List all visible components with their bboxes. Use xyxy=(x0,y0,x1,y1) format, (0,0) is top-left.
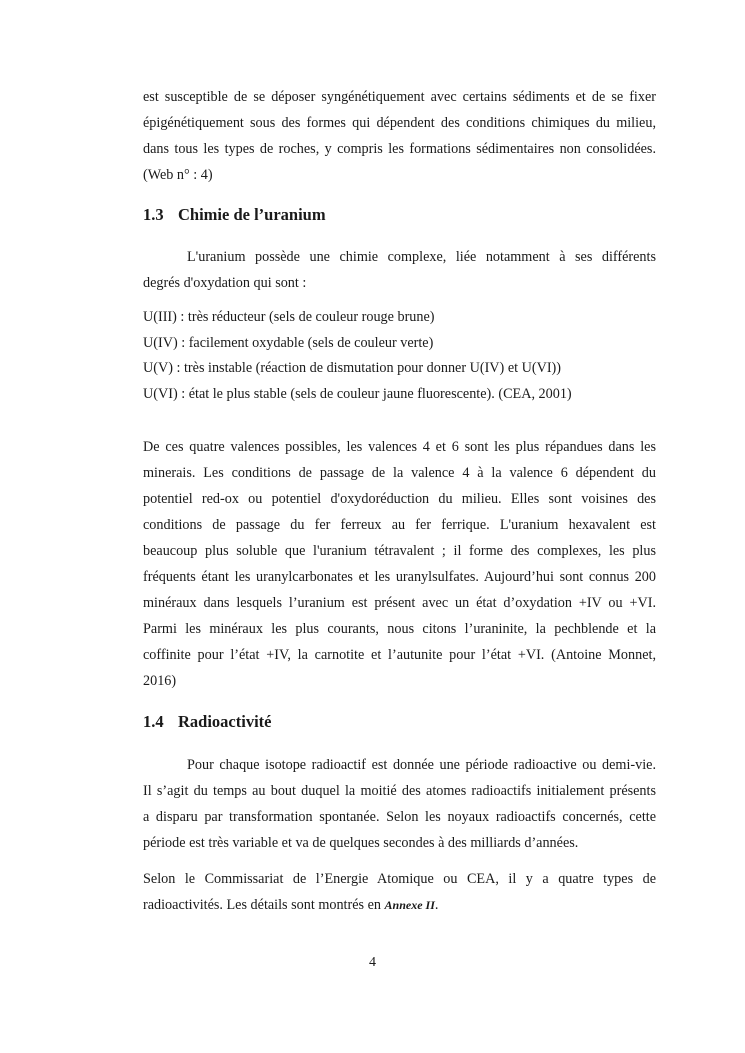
page-body xyxy=(143,84,656,918)
text-line: beaucoup plus soluble que l'uranium tétravalent ; il forme des complexes, les plus xyxy=(143,543,656,559)
text-fragment: . xyxy=(434,897,439,913)
text-line: De ces quatre valences possibles, les valences 4 et 6 sont les plus répandues dans les xyxy=(143,439,656,455)
section-title: Chimie de l’uranium xyxy=(178,205,326,224)
paragraph-valences xyxy=(143,434,656,694)
text-line: degrés d'oxydation qui sont : xyxy=(143,275,307,291)
text-line: (Web n° : 4) xyxy=(143,167,213,183)
oxidation-states-list xyxy=(143,305,656,407)
section-title: Radioactivité xyxy=(178,712,272,731)
list-item: U(VI) : état le plus stable (sels de couleur jaune fluorescente). (CEA, 2001) xyxy=(143,385,572,402)
text-line: Il s’agit du temps au bout duquel la moitié des atomes radioactifs initialement présents xyxy=(143,783,656,799)
text-line: épigénétiquement sous des formes qui dépendent des conditions chimiques du milieu, xyxy=(143,115,656,131)
text-line: Pour chaque isotope radioactif est donnée une période radioactive ou demi-vie. xyxy=(187,757,656,773)
list-item: U(IV) : facilement oxydable (sels de couleur verte) xyxy=(143,334,434,351)
text-line: a disparu par transformation spontanée. Selon les noyaux radioactifs concernés, cette xyxy=(143,809,656,825)
paragraph-intro xyxy=(143,84,656,188)
paragraph-radioactivity xyxy=(143,752,656,856)
list-item: U(V) : très instable (réaction de dismutation pour donner U(IV) et U(VI)) xyxy=(143,360,562,376)
list-item: U(III) : très réducteur (sels de couleur rouge brune) xyxy=(143,309,435,325)
annex-reference: Annexe II xyxy=(384,898,435,912)
section-heading-1-3 xyxy=(143,204,656,226)
text-line: Selon le Commissariat de l’Energie Atomique ou CEA, il y a quatre types de xyxy=(143,871,656,887)
text-line xyxy=(143,892,656,918)
text-fragment: radioactivités. Les détails sont montrés en xyxy=(143,897,381,913)
text-line: est susceptible de se déposer syngénétiquement avec certains sédiments et de se fixer xyxy=(143,89,656,105)
text-line: minerais. Les conditions de passage de la valence 4 à la valence 6 dépendent du xyxy=(143,465,656,481)
text-line: coffinite pour l’état +IV, la carnotite et l’autunite pour l’état +VI. (Antoine Monnet, xyxy=(143,647,656,663)
page-number: 4 xyxy=(369,955,376,970)
text-line: conditions de passage du fer ferreux au fer ferrique. L'uranium hexavalent est xyxy=(143,517,656,533)
text-line: période est très variable et va de quelques secondes à des milliards d’années. xyxy=(143,835,579,851)
paragraph-chemistry-intro xyxy=(143,244,656,296)
section-heading-1-4 xyxy=(143,711,656,733)
section-number: 1.3 xyxy=(143,205,164,224)
text-line: L'uranium possède une chimie complexe, liée notamment à ses différents xyxy=(187,249,656,265)
section-number: 1.4 xyxy=(143,712,164,731)
text-line: dans tous les types de roches, y compris les formations sédimentaires non consolidées. xyxy=(143,141,656,157)
paragraph-cea-types xyxy=(143,866,656,918)
text-line: 2016) xyxy=(143,673,177,689)
text-line: fréquents étant les uranylcarbonates et les uranylsulfates. Aujourd’hui sont connus 200 xyxy=(143,569,656,585)
text-line: Parmi les minéraux les plus courants, nous citons l’uraninite, la pechblende et la xyxy=(143,621,656,637)
text-line: minéraux dans lesquels l’uranium est présent avec un état d’oxydation +IV ou +VI. xyxy=(143,595,656,611)
text-line: potentiel red-ox ou potentiel d'oxydoréduction du milieu. Elles sont voisines des xyxy=(143,491,656,507)
